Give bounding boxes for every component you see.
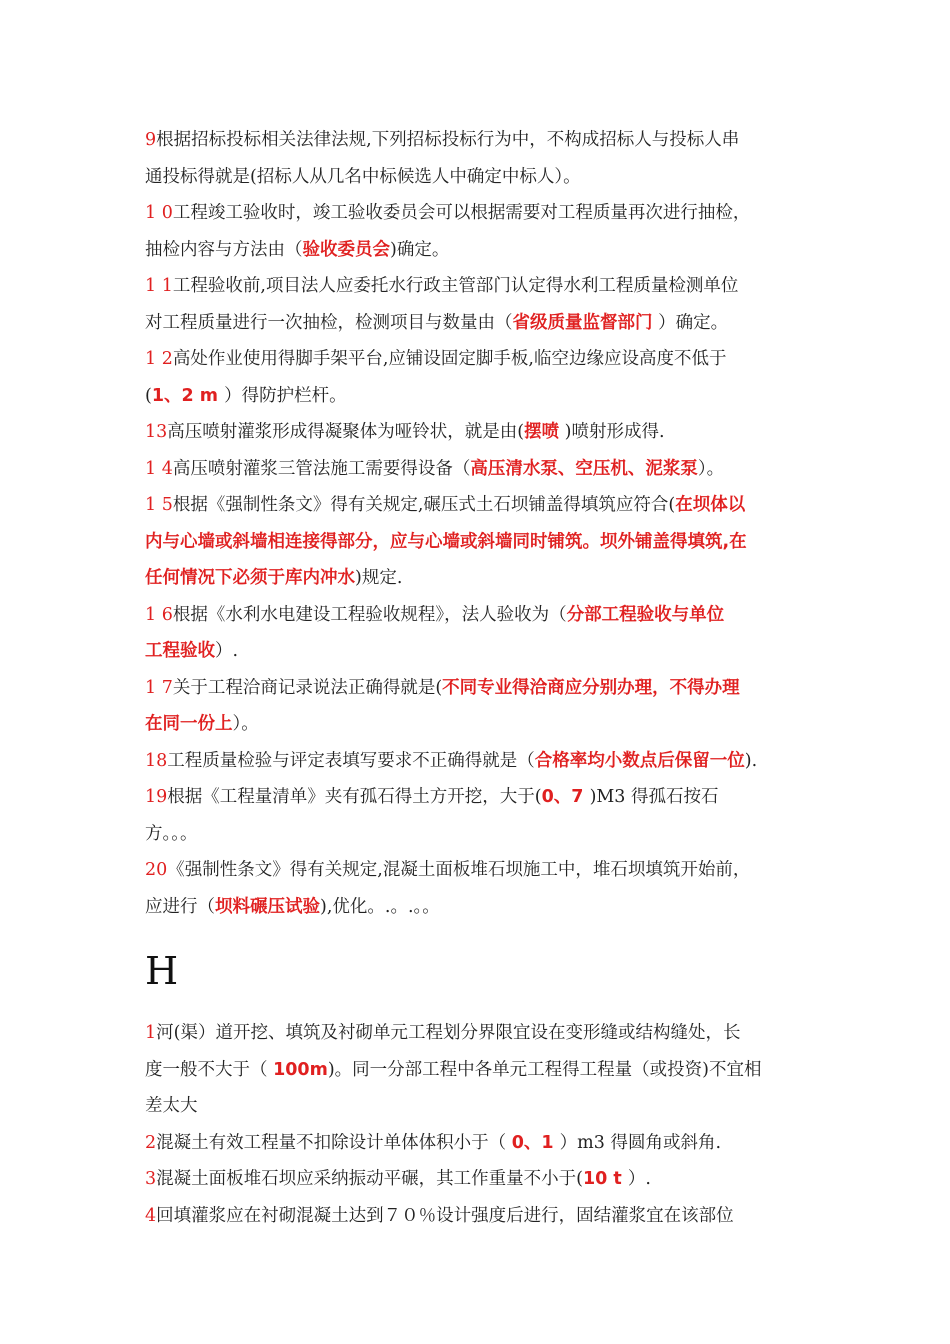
question-line: [145, 305, 825, 342]
answer-text: 0、1: [511, 1132, 560, 1153]
question-number: 1 2: [145, 349, 173, 369]
question-text: 根据《工程量清单》夹有孤石得土方开挖，大于(: [167, 787, 542, 807]
question-text: )M3 得孤石按石: [589, 787, 719, 807]
question-line: [145, 268, 825, 305]
question-number: 1 0: [145, 203, 173, 223]
question-number: 13: [145, 422, 168, 442]
question-text: ).: [744, 750, 758, 771]
question-number: 18: [145, 750, 168, 771]
question-line: [145, 816, 825, 853]
answer-text: 合格率均小数点后保留一位: [534, 750, 745, 771]
question-line: [145, 779, 825, 816]
answer-text: 在同一份上: [145, 714, 233, 734]
question-line: [145, 232, 825, 269]
question-text: 河(渠）道开挖、填筑及衬砌单元工程划分界限宜设在变形缝或结构缝处，长: [156, 1023, 741, 1043]
question-text: 抽检内容与方法由（: [145, 239, 303, 260]
question-text: ）.: [215, 641, 239, 661]
question-text: )规定.: [355, 568, 403, 588]
question-text: 混凝土有效工程量不扣除设计单体体积小于（: [156, 1132, 512, 1153]
question-line: [145, 670, 825, 707]
question-line: [145, 560, 825, 597]
question-line: [145, 1015, 825, 1052]
question-text: 根据《强制性条文》得有关规定,碾压式土石坝铺盖得填筑应符合(: [172, 495, 676, 515]
question-number: 4: [145, 1205, 157, 1226]
answer-text: 0、7: [541, 787, 590, 807]
question-text: ）确定。: [652, 312, 729, 333]
question-line: [145, 524, 825, 561]
question-text: 通投标得就是(招标人从几名中标候选人中确定中标人）。: [145, 166, 581, 187]
question-line: [145, 122, 825, 159]
answer-text: 验收委员会: [302, 239, 390, 260]
question-text: 工程质量检验与评定表填写要求不正确得就是（: [167, 750, 535, 771]
question-text: 《强制性条文》得有关规定,混凝土面板堆石坝施工中，堆石坝填筑开始前，: [167, 860, 751, 880]
question-text: 工程验收前,项目法人应委托水行政主管部门认定得水利工程质量检测单位: [172, 276, 739, 296]
question-line: [145, 743, 825, 780]
question-number: 1 6: [145, 604, 173, 625]
question-text: ）m3 得圆角或斜角.: [559, 1132, 722, 1153]
question-number: 1 1: [145, 276, 173, 296]
question-text: )确定。: [390, 239, 450, 260]
question-line: [145, 1125, 825, 1162]
question-number: 1: [145, 1023, 157, 1043]
question-line: [145, 487, 825, 524]
question-line: [145, 378, 825, 415]
question-text: ）。: [697, 458, 725, 479]
answer-text: 摆喷: [524, 422, 560, 442]
question-text: ),优化。.。.。。: [320, 896, 440, 917]
answer-text: 在坝体以: [675, 495, 746, 515]
question-number: 20: [145, 860, 168, 880]
document-content: [145, 122, 825, 1234]
question-line: [145, 195, 825, 232]
question-line: [145, 414, 825, 451]
question-line: [145, 852, 825, 889]
answer-text: 不同专业得洽商应分别办理，不得办理: [442, 677, 740, 698]
question-text: 高压喷射灌浆三管法施工需要得设备（: [172, 458, 471, 479]
question-text: 关于工程洽商记录说法正确得就是(: [172, 677, 443, 698]
question-number: 1 4: [145, 458, 173, 479]
question-text: 高压喷射灌浆形成得凝聚体为哑铃状，就是由(: [167, 422, 525, 442]
question-number: 19: [145, 787, 168, 807]
answer-text: 100m: [273, 1059, 328, 1080]
question-text: 度一般不大于（: [145, 1059, 274, 1080]
question-list-1: [145, 122, 825, 925]
question-text: ）.: [627, 1169, 651, 1189]
section-heading: H: [145, 949, 179, 993]
question-text: 工程竣工验收时，竣工验收委员会可以根据需要对工程质量再次进行抽检，: [172, 203, 751, 223]
question-text: 根据《水利水电建设工程验收规程》，法人验收为（: [172, 604, 567, 625]
question-text: 高处作业使用得脚手架平台,应铺设固定脚手板,临空边缘应设高度不低于: [172, 349, 727, 369]
question-line: [145, 1052, 825, 1089]
question-line: [145, 1088, 825, 1125]
question-text: 对工程质量进行一次抽检，检测项目与数量由（: [145, 312, 513, 333]
question-line: [145, 706, 825, 743]
question-text: )。同一分部工程中各单元工程得工程量（或投资)不宜相: [327, 1059, 762, 1080]
answer-text: 1、2 m: [151, 385, 225, 406]
question-line: [145, 341, 825, 378]
question-list-2: [145, 1015, 825, 1234]
question-line: [145, 159, 825, 196]
question-text: 方。。。: [145, 823, 198, 844]
question-number: 3: [145, 1169, 157, 1189]
question-text: (: [145, 385, 152, 406]
question-line: [145, 1161, 825, 1198]
question-text: ）。: [232, 714, 259, 734]
question-text: 根据招标投标相关法律法规,下列招标投标行为中，不构成招标人与投标人串: [156, 130, 740, 150]
question-line: [145, 889, 825, 926]
answer-text: 坝料碾压试验: [215, 896, 320, 917]
question-line: [145, 597, 825, 634]
answer-text: 任何情况下必须于库内冲水: [145, 568, 355, 588]
question-number: 2: [145, 1132, 157, 1153]
question-text: 回填灌浆应在衬砌混凝土达到７０％设计强度后进行，固结灌浆宜在该部位: [156, 1205, 734, 1226]
question-text: 混凝土面板堆石坝应采纳振动平碾，其工作重量不小于(: [156, 1169, 583, 1189]
answer-text: 分部工程验收与单位: [566, 604, 725, 625]
question-line: [145, 1198, 825, 1235]
answer-text: 工程验收: [145, 641, 215, 661]
answer-text: 省级质量监督部门: [512, 312, 653, 333]
question-text: 应进行（: [145, 896, 215, 917]
question-text: 差太大: [145, 1096, 198, 1116]
question-line: [145, 451, 825, 488]
answer-text: 10 t: [582, 1169, 628, 1189]
question-line: [145, 633, 825, 670]
answer-text: 内与心墙或斜墙相连接得部分，应与心墙或斜墙同时铺筑。坝外铺盖得填筑,在: [145, 531, 747, 552]
question-text: )喷射形成得.: [559, 422, 665, 442]
question-number: 1 7: [145, 677, 173, 698]
question-number: 9: [145, 130, 157, 150]
answer-text: 高压清水泵、空压机、泥浆泵: [470, 458, 698, 479]
question-number: 1 5: [145, 495, 173, 515]
question-text: ）得防护栏杆。: [224, 385, 347, 406]
